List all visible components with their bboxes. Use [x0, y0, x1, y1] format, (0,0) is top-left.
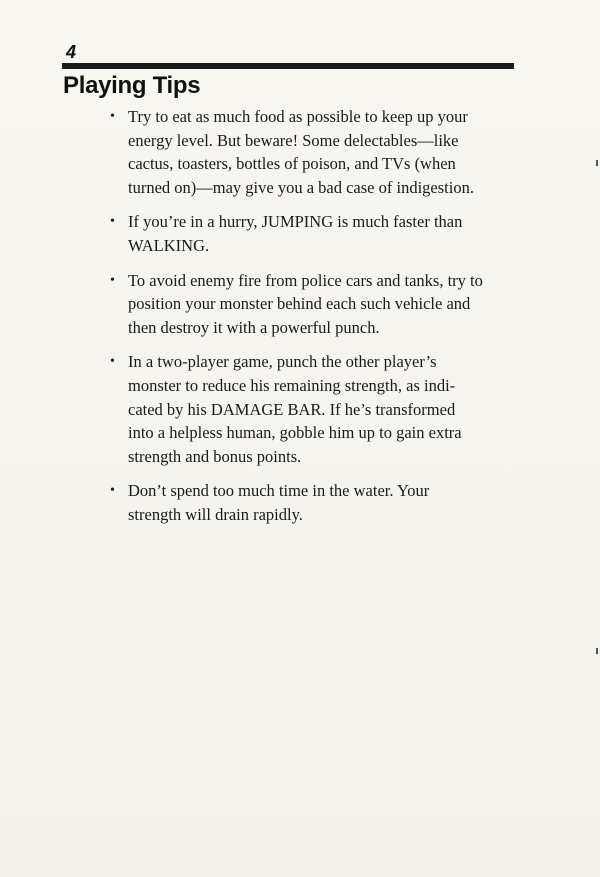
- tip-line: strength will drain rapidly.: [128, 504, 303, 524]
- tips-list: [110, 105, 520, 538]
- scan-edge-mark: [596, 160, 598, 166]
- tip-item-1: [110, 105, 520, 199]
- bullet-icon: •: [110, 354, 115, 370]
- tip-line: WALKING.: [128, 235, 210, 255]
- scan-edge-mark: [596, 648, 598, 654]
- bullet-icon: •: [110, 214, 115, 230]
- page-number: 4: [66, 42, 77, 62]
- tip-line: turned on)—may give you a bad case of indigestion.: [128, 177, 474, 197]
- tip-line: cactus, toasters, bottles of poison, and TVs (when: [128, 154, 456, 174]
- tip-line: strength and bonus points.: [128, 446, 302, 466]
- tip-line: energy level. But beware! Some delectables—like: [128, 130, 459, 150]
- tip-line: In a two-player game, punch the other player’s: [128, 352, 437, 372]
- tip-line: cated by his DAMAGE BAR. If he’s transformed: [128, 399, 456, 419]
- tip-item-4: [110, 350, 520, 468]
- bullet-icon: •: [110, 272, 115, 288]
- bleed-through-text: [330, 80, 336, 103]
- tip-item-3: [110, 269, 520, 340]
- header-rule: [62, 63, 514, 69]
- tip-line: To avoid enemy fire from police cars and tanks, try to: [128, 270, 483, 290]
- page-title: Playing Tips: [63, 72, 201, 99]
- tip-line: position your monster behind each such vehicle and: [128, 294, 471, 314]
- tip-line: Don’t spend too much time in the water. Your: [128, 481, 430, 501]
- tip-line: into a helpless human, gobble him up to gain extra: [128, 423, 462, 443]
- tip-line: then destroy it with a powerful punch.: [128, 317, 380, 337]
- bullet-icon: •: [110, 483, 115, 499]
- bullet-icon: •: [110, 109, 115, 124]
- tip-item-5: [110, 479, 520, 526]
- tip-line: Try to eat as much food as possible to keep up your: [128, 107, 468, 126]
- tip-line: monster to reduce his remaining strength, as indi-: [128, 375, 456, 395]
- tip-item-2: [110, 210, 520, 257]
- tip-line: If you’re in a hurry, JUMPING is much faster than: [128, 212, 463, 232]
